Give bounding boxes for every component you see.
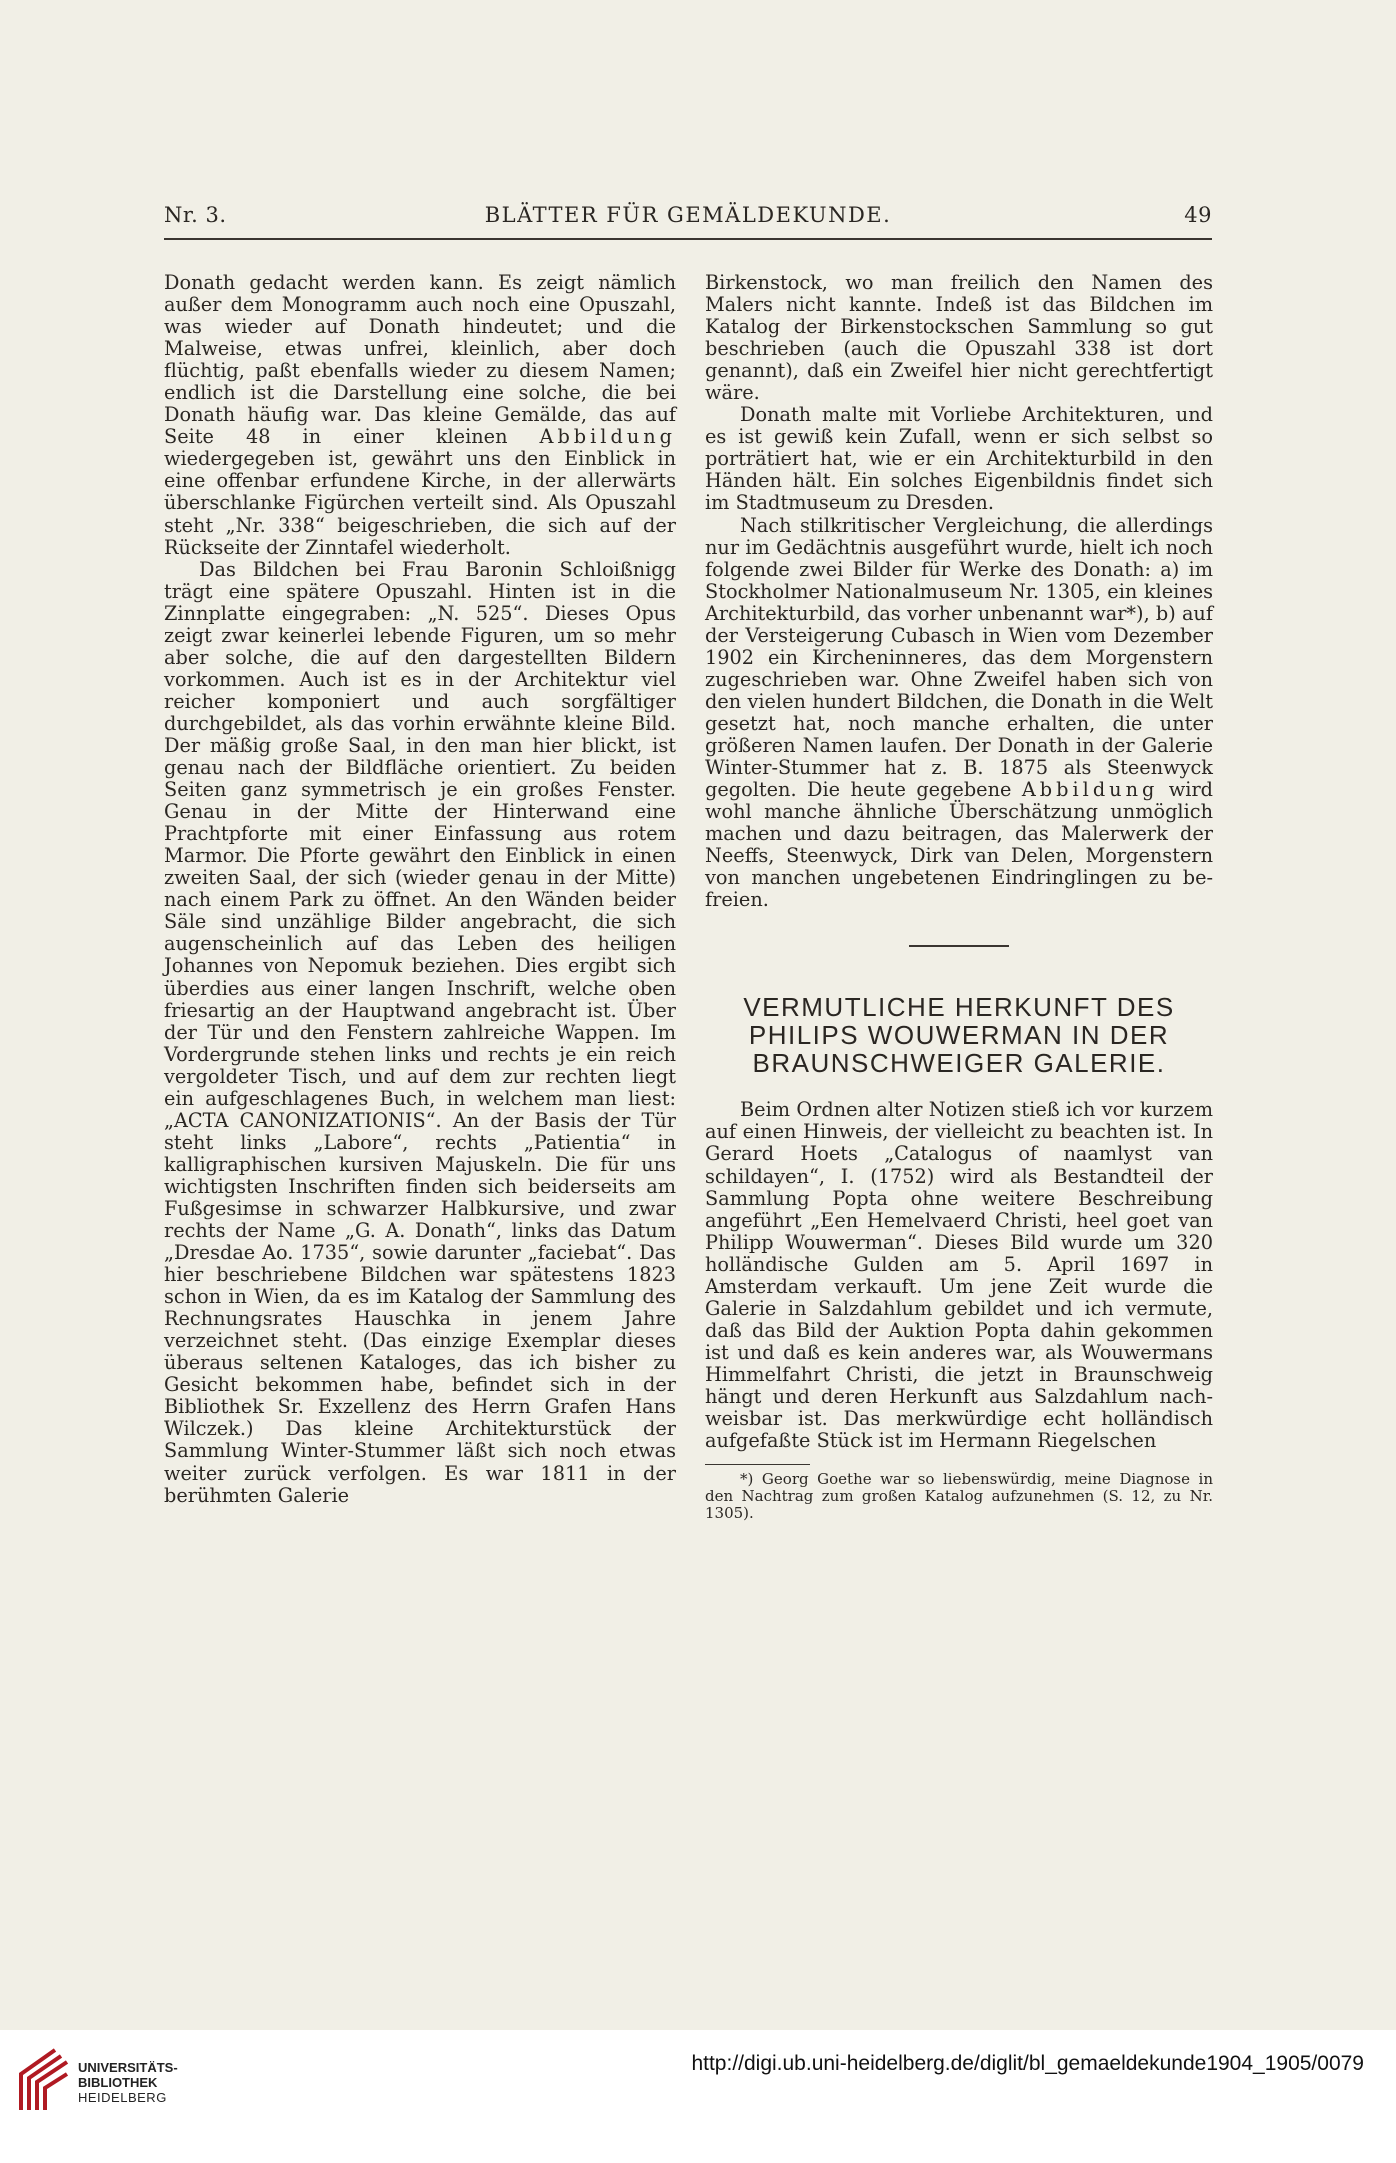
spaced-word: Abbildung xyxy=(1021,778,1159,802)
footnote: *) Georg Goethe war so liebenswürdig, meine Diagnose in den Nachtrag zum großen Katalog aufzunehmen (S. 12, zu Nr. 1305). xyxy=(705,1470,1213,1523)
source-url[interactable]: http://digi.ub.uni-heidelberg.de/diglit/bl_gemaeldekunde1904_1905/0079 xyxy=(691,2052,1364,2075)
library-logo-text: UNIVERSITÄTS- BIBLIOTHEK HEIDELBERG xyxy=(78,2060,178,2105)
paragraph: Donath gedacht werden kann. Es zeigt nämlich außer dem Monogramm auch noch eine Opuszahl, was wieder auf Donath hindeutet; und die Malweise, etwas unfrei, kleinlich, aber doch flüchtig, paßt ebenfalls wieder zu diesem Namen; endlich ist die Darstellung eine solche, die bei Donath häufig war. Das kleine Gemälde, das auf Seite 48 in einer kleinen Abbildung wiedergegeben ist, gewährt uns den Einblick in eine offenbar erfundene Kirche, in der allerwärts überschlanke Figürchen verteilt sind. Als Opuszahl steht „Nr. 338“ beigeschrieben, die sich auf der Rückseite der Zinntafel wiederholt. xyxy=(164,271,676,559)
spaced-word: Abbildung xyxy=(539,425,676,449)
paragraph: Donath malte mit Vorliebe Architekturen, und es ist gewiß kein Zufall, wenn er sich selbst so porträtiert hat, wie er ein Architekturbild in den Händen hält. Ein solches Eigenbildnis findet sich im Stadtmuseum zu Dresden. xyxy=(705,403,1213,515)
header-rule xyxy=(164,238,1212,240)
footer-bar xyxy=(0,2030,1396,2163)
footnote-rule xyxy=(705,1464,810,1465)
library-logo-icon xyxy=(15,2044,71,2116)
paragraph: Birkenstock, wo man freilich den Namen des Malers nicht kannte. Indeß ist das Bildchen im Katalog der Birkenstockschen Sammlung so gut beschrieben (auch die Opuszahl 338 ist dort genannt), daß ein Zweifel hier nicht gerechtfertigt wäre. xyxy=(705,271,1213,405)
running-head xyxy=(164,203,1212,237)
right-column xyxy=(705,272,1213,1522)
page-number: 49 xyxy=(1184,203,1212,227)
journal-title: BLÄTTER FÜR GEMÄLDEKUNDE. xyxy=(484,203,892,227)
section-divider xyxy=(909,945,1009,947)
paragraph: Beim Ordnen alter Notizen stieß ich vor kurzem auf einen Hinweis, der vielleicht zu beachten ist. In Gerard Hoets „Catalogus of naamlyst van schildayen“, I. (1752) wird als Bestandteil der Sammlung Popta ohne weitere Beschreibung angeführt „Een Hemelvaerd Christi, heel goet van Philipp Wouwerman“. Dieses Bild wurde um 320 holländische Gulden am 5. April 1697 in Amsterdam verkauft. Um jene Zeit wurde die Galerie in Salzdahlum gebildet und ich vermute, daß das Bild der Auktion Popta dahin gekommen ist und daß es kein anderes war, als Wouwermans Himmelfahrt Christi, die jetzt in Braunschweig hängt und deren Herkunft aus Salzdahlum nachweisbar ist. Das merkwürdige echt holländisch aufgefaßte Stück ist im Hermann Riegelschen xyxy=(705,1098,1213,1453)
article-heading: VERMUTLICHE HERKUNFT DES PHILIPS WOUWERMAN IN DER BRAUNSCHWEIGER GALERIE. xyxy=(743,992,1175,1079)
paragraph: Nach stilkritischer Vergleichung, die allerdings nur im Gedächtnis ausgeführt wurde, hielt ich noch folgende zwei Bilder für Werke des Donath: a) im Stockholmer Nationalmuseum Nr. 1305, ein kleines Architekturbild, das vorher unbenannt war*), b) auf der Versteigerung Cubasch in Wien vom Dezember 1902 ein Kircheninneres, das dem Morgenstern zugeschrieben war. Ohne Zweifel haben sich von den vielen hundert Bildchen, die Donath in die Welt gesetzt hat, noch manche erhalten, die unter größeren Namen laufen. Der Donath in der Galerie Winter-Stummer hat z. B. 1875 als Steenwyck gegolten. Die heute gegebene Abbildung wird wohl manche ähnliche Überschätzung unmöglich machen und dazu beitragen, das Malerwerk der Neeffs, Steenwyck, Dirk van Delen, Morgenstern von manchen ungebetenen Eindringlingen zu befreien. xyxy=(705,513,1214,912)
issue-number: Nr. 3. xyxy=(164,203,227,227)
left-column xyxy=(164,272,676,1507)
paragraph: Das Bildchen bei Frau Baronin Schloißnigg trägt eine spätere Opuszahl. Hinten ist in die Zinnplatte eingegraben: „N. 525“. Dieses Opus zeigt zwar keinerlei lebende Figuren, um so mehr aber solche, die auf den dargestellten Bildern vorkommen. Auch ist es in der Architektur viel reicher komponiert und auch sorgfältiger durchgebildet, als das vorhin erwähnte kleine Bild. Der mäßig große Saal, in den man hier blickt, ist genau nach der Bildfläche orientiert. Zu beiden Seiten ganz symmetrisch je ein großes Fenster. Genau in der Mitte der Hinterwand eine Prachtpforte mit einer Einfassung aus rotem Marmor. Die Pforte gewährt den Einblick in einen zweiten Saal, der sich (wieder genau in der Mitte) nach einem Park zu öffnet. An den Wänden beider Säle sind unzählige Bilder angebracht, die sich augenscheinlich auf das Leben des heiligen Johannes von Nepomuk beziehen. Dies ergibt sich überdies aus einer langen Inschrift, welche oben friesartig an der Hauptwand angebracht ist. Über der Tür und den Fenstern zahlreiche Wappen. Im Vordergrunde stehen links und rechts je ein reich vergoldeter Tisch, und auf dem zur rechten liegt ein aufgeschlagenes Buch, in welchem man liest: „ACTA CANONIZATIONIS“. An der Basis der Tür steht links „Labore“, rechts „Patientia“ in kalligraphischen kursiven Majuskeln. Die für uns wichtigsten Inschriften finden sich beiderseits am Fußgesimse in schwarzer Halbkursive, und zwar rechts der Name „G. A. Donath“, links das Datum „Dresdae Ao. 1735“, sowie darunter „faciebat“. Das hier beschriebene Bildchen war spätestens 1823 schon in Wien, da es im Katalog der Sammlung des Rechnungsrates Hauschka in jenem Jahre verzeichnet steht. (Das einzige Exemplar dieses überaus seltenen Kataloges, das ich bisher zu Gesicht bekommen habe, befindet sich in der Bibliothek Sr. Exzellenz des Herrn Grafen Hans Wilczek.) Das kleine Architekturstück der Sammlung Winter-Stummer läßt sich noch etwas weiter zurück verfolgen. Es war 1811 in der berühmten Galerie xyxy=(164,557,676,1507)
